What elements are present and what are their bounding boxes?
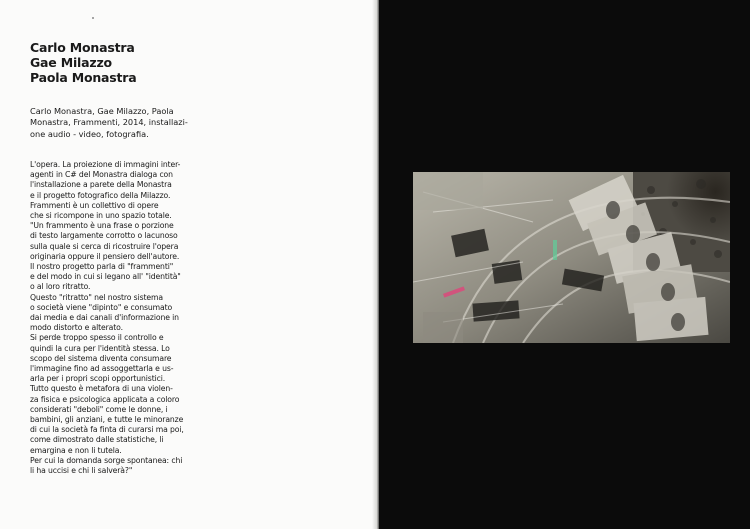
body-line: originaria oppure il pensiero dell'autore. — [30, 251, 180, 261]
artist-name: Carlo Monastra — [30, 40, 135, 55]
body-line: quindi la cura per l'identità stessa. Lo — [30, 343, 170, 353]
credits-line: one audio - video, fotografia. — [30, 128, 149, 139]
body-line: Per cui la domanda sorge spontanea: chi — [30, 455, 183, 465]
body-line: o al loro ritratto. — [30, 282, 91, 292]
credits-line: Monastra, Frammenti, 2014, installazi- — [30, 117, 188, 128]
page-mark — [92, 17, 94, 19]
body-line: agenti in C# del Monastra dialoga con — [30, 170, 173, 180]
body-line: o società viene "dipinto" e consumato — [30, 302, 173, 312]
body-line: dai media e dai canali d'informazione in — [30, 313, 179, 323]
body-line: di cui la società fa finta di curarsi ma poi, — [30, 425, 184, 435]
artist-name: Gae Milazzo — [30, 55, 112, 70]
body-line: li ha uccisi e chi li salverà?" — [30, 466, 133, 476]
body-line: Frammenti è un collettivo di opere — [30, 200, 159, 210]
body-line: "Un frammento è una frase o porzione — [30, 221, 174, 231]
body-line: che si ricompone in uno spazio totale. — [30, 211, 172, 221]
body-line: L'opera. La proiezione di immagini inter- — [30, 160, 181, 169]
body-line: considerati "deboli" come le donne, i — [30, 404, 168, 414]
artwork-collage — [413, 172, 730, 343]
body-text — [30, 160, 218, 476]
body-line: Tutto questo è metafora di una violen- — [30, 384, 173, 394]
body-line: modo distorto e alterato. — [30, 323, 123, 333]
body-line: e del modo in cui si legano all' "identità" — [30, 272, 181, 282]
body-line: arla per i propri scopi opportunistici. — [30, 374, 166, 384]
body-line: l'immagine fino ad assoggettarla e us- — [30, 364, 174, 374]
body-line: sulla quale si cerca di ricostruire l'opera — [30, 241, 179, 251]
body-line: l'installazione a parete della Monastra — [30, 180, 172, 190]
artist-names — [30, 40, 137, 85]
body-line: Questo "ritratto" nel nostro sistema — [30, 292, 163, 302]
artist-name: Paola Monastra — [30, 70, 137, 85]
body-line: za fisica e psicologica applicata a coloro — [30, 394, 180, 404]
body-line: emargina e non li tutela. — [30, 445, 122, 455]
body-line: come dimostrato dalle statistiche, li — [30, 435, 164, 445]
credits-line: Carlo Monastra, Gae Milazzo, Paola — [30, 106, 174, 116]
body-line: Si perde troppo spesso il controllo e — [30, 333, 164, 343]
body-line: di testo largamente corrotto o lacunoso — [30, 231, 178, 241]
body-line: scopo del sistema diventa consumare — [30, 353, 172, 363]
artwork-credits — [30, 106, 216, 140]
body-line: bambini, gli anziani, e tutte le minoranze — [30, 415, 184, 425]
body-line: e il progetto fotografico della Milazzo. — [30, 190, 171, 200]
body-line: Il nostro progetto parla di "frammenti" — [30, 262, 174, 272]
artwork-photo — [413, 172, 730, 343]
